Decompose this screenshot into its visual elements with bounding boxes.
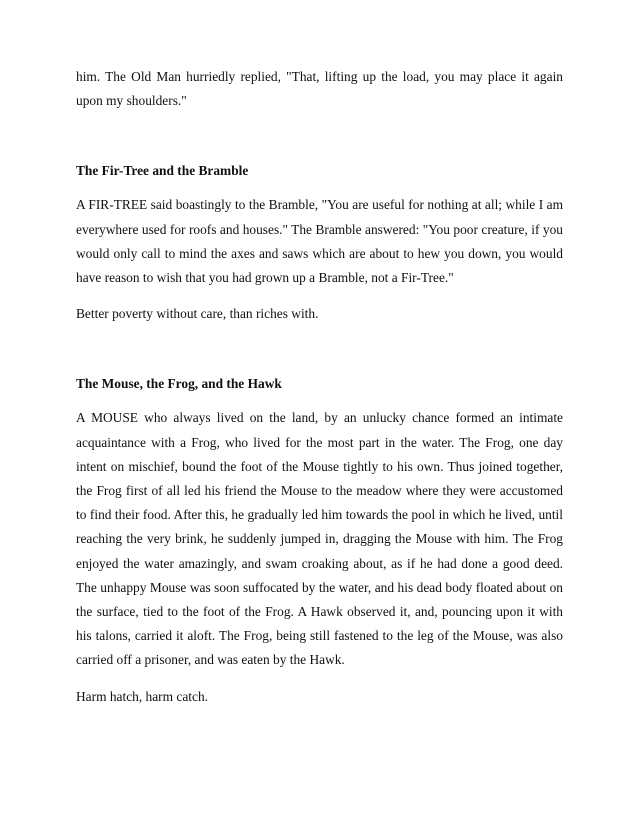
fable-body-mouse-frog-hawk: A MOUSE who always lived on the land, by an unlucky chance formed an intimate acquaintance with a Frog, who lived for the most part in the water. The Frog, one day intent on mischief, bound the foot of the Mouse tightly to his own. Thus joined together, the Frog first of all led his friend the Mouse to the meadow where they were accustomed to find their food. After this, he gradually led him towards the pool in which he lived, until reaching the very brink, he suddenly jumped in, dragging the Mouse with him. The Frog enjoyed the water amazingly, and swam croaking about, as if he had done a good deed. The unhappy Mouse was soon suffocated by the water, and his dead body floated about on the surface, tied to the foot of the Frog. A Hawk observed it, and, pouncing upon it with his talons, carried it aloft. The Frog, being still fastened to the leg of the Mouse, was also carried off a prisoner, and was eaten by the Hawk.: [76, 410, 563, 668]
intro-paragraph: him. The Old Man hurriedly replied, "That, lifting up the load, you may place it again upon my shoulders.": [76, 69, 563, 109]
document-page: [76, 65, 563, 709]
fable-moral-mouse-frog-hawk: Harm hatch, harm catch.: [76, 688, 208, 704]
fable-title-fir-tree: The Fir-Tree and the Bramble: [76, 163, 249, 179]
fable-body-fir-tree: A FIR-TREE said boastingly to the Bramble, "You are useful for nothing at all; while I am everywhere used for roofs and houses." The Bramble answered: "You poor creature, if you would only call to mind the axes and saws which are about to hew you down, you would have reason to wish that you had grown up a Bramble, not a Fir-Tree.": [76, 197, 563, 286]
fable-title-mouse-frog-hawk: The Mouse, the Frog, and the Hawk: [76, 376, 282, 392]
fable-moral-fir-tree: Better poverty without care, than riches with.: [76, 306, 319, 322]
